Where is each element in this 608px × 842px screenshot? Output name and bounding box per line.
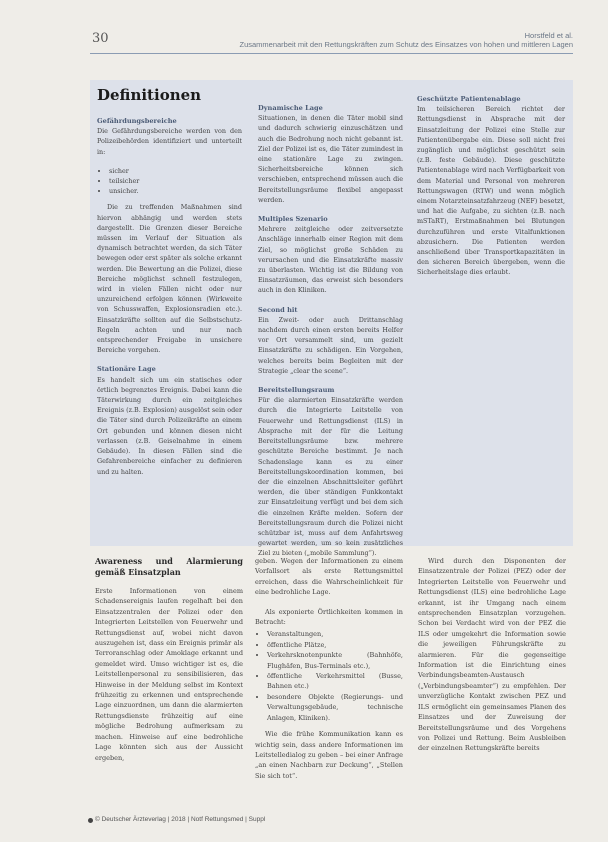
section-heading: Geschützte Patientenablage [417, 95, 521, 103]
section-heading: Second hit [258, 305, 298, 314]
list-item: • teilsicher [109, 176, 242, 186]
article-column-3 [418, 556, 566, 763]
section-heading: Stationäre Lage [97, 365, 156, 374]
running-title [239, 31, 573, 49]
section-text: Mehrere zeitgleiche oder zeitversetzte Anschläge innerhalb einer Region mit dem Ziel, so möglichst große Schäden zu verursachen und die Einsatzkräfte massiv zu überlasten. Wichtig ist die Bildung von Einsatzräumen, das erweist sich besonders auch in den Kliniken. [258, 225, 403, 295]
list-item: • besondere Objekte (Regierungs- und Verwaltungsgebäude, technische Anlagen, Kliniken). [267, 692, 403, 723]
section-heading: Gefährdungsbereiche [97, 117, 177, 125]
running-title-authors: Horstfeld et al. [524, 31, 573, 40]
article-text: Wie die frühe Kommunikation kann es wichtig sein, dass andere Informationen im Leitstelledialog zu geben – bei einer Anfrage „an einen Nachbarn zur Deckung“, „Stellen Sie sich tot“. [255, 730, 403, 780]
header-rule [90, 53, 573, 54]
footer-bullet-icon [88, 818, 93, 823]
definitions-title: Definitionen [97, 86, 202, 104]
article-text: Erste Informationen von einem Schadensereignis laufen regelhaft bei den Einsatzzentralen der Polizei oder den Integrierten Leitstellen von Feuerwehr und Rettungsdienst auf, wobei nicht davon auszugehen ist, dass ein Ereignis primär als Terroranschlag oder Amoklage erkannt und gemeldet wird. Umso wichtiger ist es, die Leitstellenpersonal zu sensibilisieren, das Hinweise in der Meldung selbst im Kontext frühzeitig zu erkennen und entsprechende Lage einzuordnen, um dann die alarmierten Rettungsdienste frühzeitig auf eine mögliche Bedrohung aufmerksam zu machen. Hinweise auf eine bedrohliche Lage könnten sich aus der Aussicht ergeben, [95, 587, 243, 762]
definitions-column-1 [97, 116, 242, 486]
definitions-column-2 [258, 103, 403, 558]
article-text: Wird durch den Disponenten der Einsatzzentrale der Polizei (PEZ) oder der Integrierten Leitstelle von Feuerwehr und Rettungsdienst (ILS) eine bedrohliche Lage erkannt, ist ihr Umgang nach einem entsprechenden Einsatzplan vorzugehen. Schon bei Verdacht wird von der PEZ die ILS oder umgekehrt die Information sowie die jeweiligen Führungskräfte zu alarmieren. Für die gegenseitige Information ist die Einrichtung eines Verbindungsbeamten-Austausch („Verbindungsbeamter“) zu empfehlen. Der unverzügliche Kontakt zwischen PEZ und ILS ermöglicht ein gemeinsames Planen des Einsatzes und der Zuweisung der Bereitstellungsräume und des Vorgehens von Polizei und Rettung. Beim Ausbleiben der einzelnen Rettungskräfte bereits [418, 557, 566, 753]
section-text: Die zu treffenden Maßnahmen sind hiervon abhängig und werden stets dargestellt. Die Grenzen dieser Bereiche müssen im Verlauf der Situation als dynamisch betrachtet werden, da sich Täter bewegen oder erst später als solche erkannt werden. Die Bewertung an die Polizei, diese Bereiche möglichst schnell festzulegen, wird in vielen Fällen nicht oder nur unzureichend erfolgen können (Wirkweite von Schusswaffen, Explosionsradien etc.). Einsatzkräfte sollten auf die Selbstschutz-Regeln achten und nur nach entsprechender Freigabe in unsichere Bereiche vorgehen. [97, 203, 242, 355]
list-item: • sicher [109, 166, 242, 176]
article-column-2 [255, 556, 403, 790]
section-text: Für die alarmierten Einsatzkräfte werden durch die Integrierte Leitstelle von Feuerwehr und Rettungsdienst (ILS) in Absprache mit der für die Leitung Bereitstellungsräume bzw. mehrere geschützte Bereiche bestimmt. Je nach Schadenslage kann es zu einer Bereitstellungskoordination kommen, bei der die einzelnen Abschnittsleiter geführt werden, die über ständigen Funkkontakt zur Einsatzleitung verfügt und bei dem sich die einzelnen Kräfte melden. Sofern der Bereitstellungsraum durch die Polizei nicht schützbar ist, muss auf dem Anfahrtsweg gewartet werden, um so kein zusätzliches Ziel zu bieten („mobile Sammlung“). [258, 396, 403, 558]
section-heading: Dynamische Lage [258, 104, 323, 112]
list-item: • Veranstaltungen, [267, 629, 403, 639]
footer-text: © Deutscher Ärzteverlag | 2018 | Notf Rettungsmed | Suppl [95, 816, 266, 823]
article-heading: Awareness und Alarmierung gemäß Einsatzplan [95, 556, 243, 577]
list-item: • unsicher. [109, 186, 242, 196]
exposed-locations-list [255, 629, 403, 723]
article-text: Als exponierte Örtlichkeiten kommen in Betracht: [255, 607, 403, 627]
list-item: • Verkehrsknotenpunkte (Bahnhöfe, Flughäfen, Bus-Terminals etc.), [267, 650, 403, 671]
running-title-subject: Zusammenarbeit mit den Rettungskräften zum Schutz des Einsatzes von hohen und mittleren Lagen [239, 40, 573, 49]
list-item: • öffentliche Plätze, [267, 640, 403, 650]
section-text: Ein Zweit- oder auch Drittanschlag nachdem durch einen ersten bereits Helfer vor Ort versammelt sind, um gezielt Einsatzkräfte zu schädigen. Ein Vorgehen, welches bereits beim Begleiten mit der Strategie „clear the scene“. [258, 315, 403, 375]
section-heading: Multiples Szenario [258, 215, 328, 224]
article-column-1 [95, 556, 243, 772]
section-text: Die Gefährdungsbereiche werden von den Polizeibehörden identifiziert und unterteilt in: [97, 127, 242, 156]
definitions-column-3 [417, 94, 565, 287]
section-text: Situationen, in denen die Täter mobil sind und dadurch schwierig einzuschätzen und auch die Bedrohung noch nicht gebannt ist. Ziel der Polizei ist es, die Täter zumindest in eine stationäre Lage zu zwingen. Sicherheitsbereiche können sich verschieben, entsprechend müssen auch die Bereitstellungsräume flexibel angepasst werden. [258, 114, 403, 204]
section-text: Im teilsicheren Bereich richtet der Rettungsdienst in Absprache mit der Einsatzleitung der Polizei eine Stelle zur Patientenübergabe ein. Diese soll nicht frei zugänglich und möglichst geschützt sein (z.B. feste Gebäude). Diese geschützte Patientenablage wird nach Verfügbarkeit von dem Material und Personal von mehreren Rettungswagen (RTW) und wenn möglich einem Notarzteinsatzfahrzeug (NEF) besetzt, und hat die Aufgabe, zu sichten (z.B. nach mSTaRT), Erstmaßnahmen bei Blutungen durchzuführen und erste Vitalfunktionen abzusichern. Die Patienten werden anschließend über Transportkapazitäten in den sicheren Bereich übergeben, wenn die Sicherheitslage dies erlaubt. [417, 105, 565, 277]
danger-zone-list [97, 166, 242, 197]
section-heading: Bereitstellungsraum [258, 386, 335, 395]
section-text: Es handelt sich um ein statisches oder örtlich begrenztes Ereignis. Dabei kann die Täterwirkung durch ein zeitgleiches Ereignis (z.B. Explosion) ausgelöst sein oder die Täter sind durch Polizeikräfte an einem Ort gebunden und können diesen nicht verlassen (z.B. Geiselnahme in einem Gebäude). In diesen Fällen sind die Gefahrenbereiche einfacher zu definieren und zu halten. [97, 375, 242, 476]
article-text: geben. Wegen der Informationen zu einem Vorfallsort als erste Rettungsmittel erreichen, dass die Wahrscheinlichkeit für eine bedrohliche Lage. [255, 557, 403, 597]
list-item: • öffentliche Verkehrsmittel (Busse, Bahnen etc.) [267, 671, 403, 692]
page-number: 30 [92, 31, 109, 46]
